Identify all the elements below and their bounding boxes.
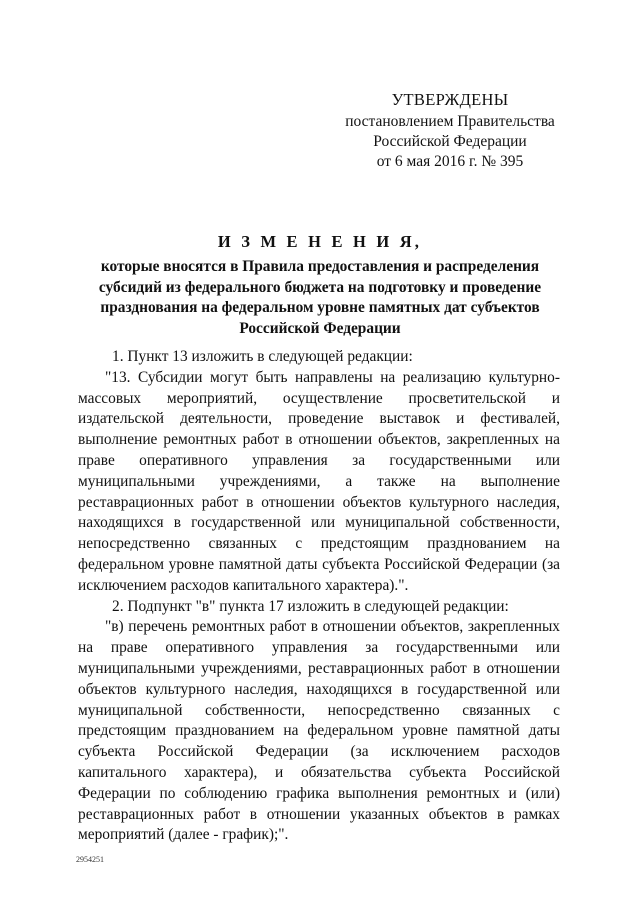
approval-line-1: постановлением Правительства bbox=[345, 113, 555, 130]
paragraph-4: "в) перечень ремонтных работ в отношении объектов, закрепленных на праве оперативного управления за государственными или муниципальными учреждениями, реставрационных работ в отношении объектов культурного наследия, находящихся в государственной или муниципальной собственности, непосредственно связанных с предстоящим празднованием на федеральном уровне памятной даты субъекта Российской Федерации (за исключением расходов капитального характера), и обязательства субъекта Российской Федерации по соблюдению графика выполнения ремонтных и (или) реставрационных работ в отношении указанных объектов в рамках мероприятий (далее - график);". bbox=[78, 618, 560, 844]
document-subheading: которые вносятся в Правила предоставления и распределения субсидий из федерального бюджета на подготовку и проведение празднования на федеральном уровне памятных дат субъектов Российской Федерации bbox=[98, 258, 542, 337]
paragraph-2: "13. Субсидии могут быть направлены на реализацию культурно-массовых мероприятий, осуществление просветительской и издательской деятельности, проведение выставок и фестивалей, выполнение ремонтных работ в отношении объектов, закрепленных на праве оперативного управления за государственными или муниципальными учреждениями, а также на выполнение реставрационных работ в отношении объектов культурного наследия, находящихся в государственной или муниципальной собственности, непосредственно связанных с предстоящим празднованием на федеральном уровне памятной даты субъекта Российской Федерации (за исключением расходов капитального характера).". bbox=[78, 368, 560, 594]
paragraph-1: 1. Пункт 13 изложить в следующей редакции: bbox=[112, 348, 413, 365]
approval-line-2: Российской Федерации bbox=[373, 133, 527, 150]
document-heading: И З М Е Н Е Н И Я, bbox=[217, 232, 423, 251]
approval-title: УТВЕРЖДЕНЫ bbox=[391, 90, 509, 109]
approval-line-3: от 6 мая 2016 г. № 395 bbox=[376, 153, 524, 170]
document-code: 2954251 bbox=[76, 855, 104, 864]
paragraph-3: 2. Подпункт "в" пункта 17 изложить в следующей редакции: bbox=[112, 597, 509, 615]
approval-block bbox=[340, 90, 560, 172]
document-body bbox=[78, 347, 560, 846]
